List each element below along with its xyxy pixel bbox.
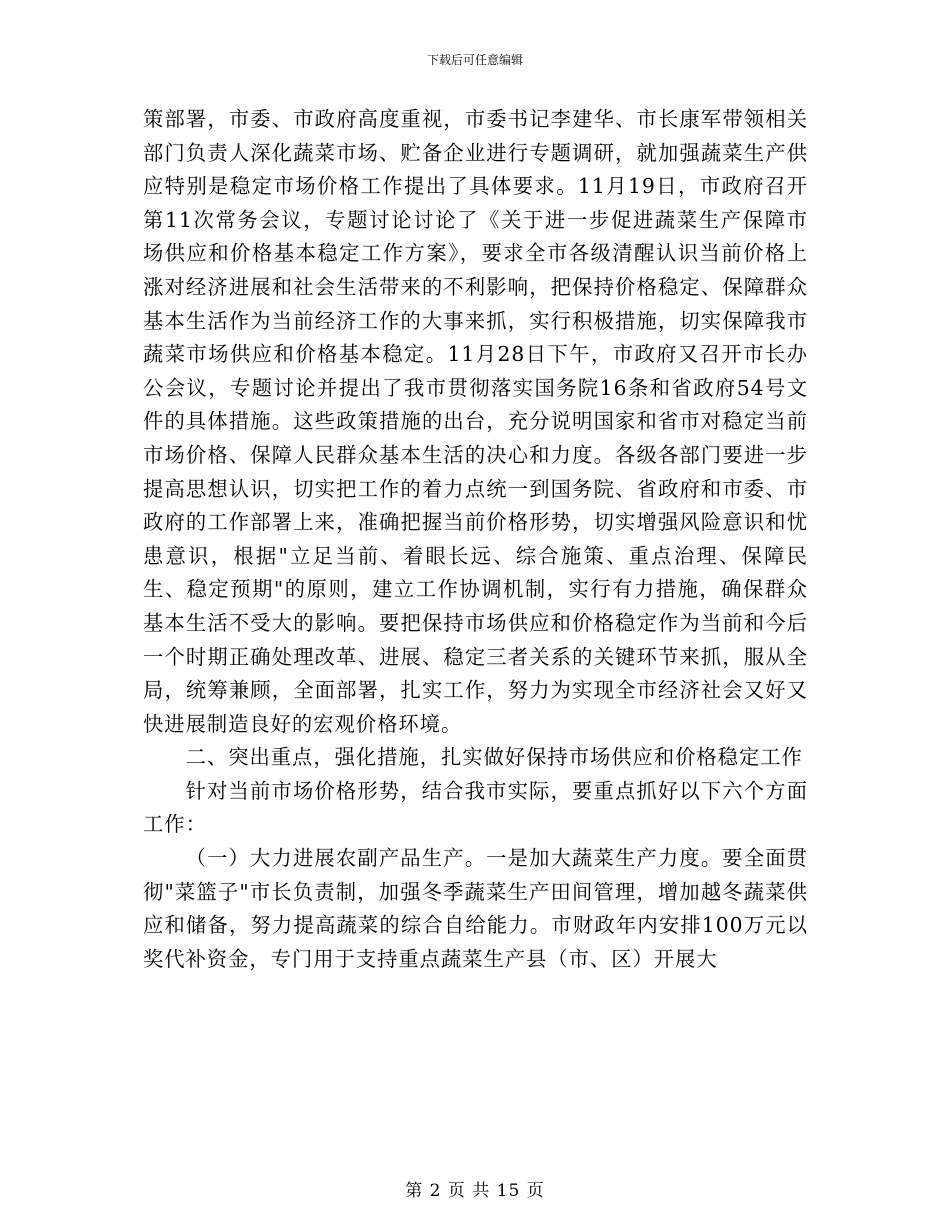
page-header: 下载后可任意编辑 <box>426 53 523 67</box>
paragraph-item-1: （一）大力进展农副产品生产。一是加大蔬菜生产力度。要全面贯彻"菜篮子"市长负责制，加强冬季蔬菜生产田间管理，增加越冬蔬菜供应和储备，努力提高蔬菜的综合自给能力。市财政年内安排100万元以奖代补资金，专门用于支持重点蔬菜生产县（市、区）开展大 <box>143 846 808 971</box>
section-heading: 二、突出重点，强化措施，扎实做好保持市场供应和价格稳定工作 <box>185 745 803 770</box>
paragraph-continuation: 策部署，市委、市政府高度重视，市委书记李建华、市长康军带领相关部门负责人深化蔬菜市场、贮备企业进行专题调研，就加强蔬菜生产供应特别是稳定市场价格工作提出了具体要求。11月19日，市政府召开第11次常务会议，专题讨论讨论了《关于进一步促进蔬菜生产保障市场供应和价格基本稳定工作方案》，要求全市各级清醒认识当前价格上涨对经济进展和社会生活带来的不利影响，把保持价格稳定、保障群众基本生活作为当前经济工作的大事来抓，实行积极措施，切实保障我市蔬菜市场供应和价格基本稳定。11月28日下午，市政府又召开市长办公会议，专题讨论并提出了我市贯彻落实国务院16条和省政府54号文件的具体措施。这些政策措施的出台，充分说明国家和省市对稳定当前市场价格、保障人民群众基本生活的决心和力度。各级各部门要进一步提高思想认识，切实把工作的着力点统一到国务院、省政府和市委、市政府的工作部署上来，准确把握当前价格形势，切实增强风险意识和忧患意识，根据"立足当前、着眼长远、综合施策、重点治理、保障民生、稳定预期"的原则，建立工作协调机制，实行有力措施，确保群众基本生活不受大的影响。要把保持市场供应和价格稳定作为当前和今后一个时期正确处理改革、进展、稳定三者关系的关键环节来抓，服从全局，统筹兼顾，全面部署，扎实工作，努力为实现全市经济社会又好又快进展制造良好的宏观价格环境。 <box>143 107 808 736</box>
document-body <box>143 103 808 976</box>
paragraph-intro: 针对当前市场价格形势，结合我市实际，要重点抓好以下六个方面工作： <box>143 778 808 837</box>
page-footer: 第 2 页 共 15 页 <box>405 1181 545 1201</box>
